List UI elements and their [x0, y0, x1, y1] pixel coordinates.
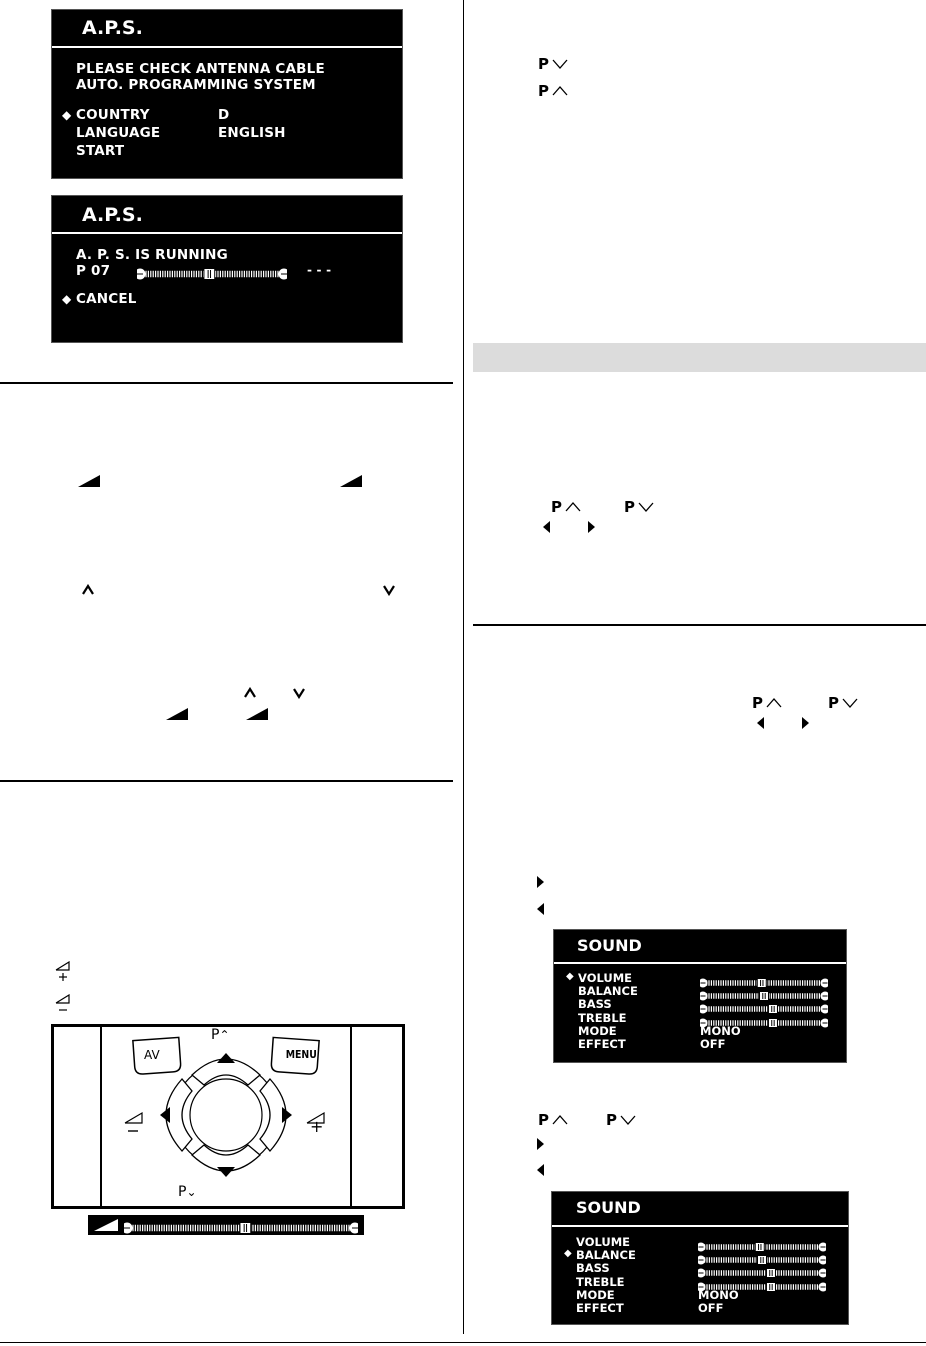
program-up-button[interactable] — [211, 1027, 230, 1043]
aps-running-screen — [51, 195, 403, 343]
program-down-button[interactable] — [178, 1184, 197, 1200]
sound-balance-slider — [698, 1250, 826, 1260]
page-bottom-rule — [0, 1342, 926, 1343]
left-arrow-icon — [537, 903, 545, 915]
program-up-symbol — [538, 82, 568, 100]
slider-knob — [204, 269, 215, 280]
sound-row-mode-label[interactable]: MODE — [576, 1287, 615, 1302]
program-down-icon — [293, 687, 305, 699]
sound-row-balance-label[interactable]: BALANCE — [578, 984, 638, 999]
sound-row-mode-value: MONO — [700, 1023, 741, 1038]
aps-tail-dashes: - - - — [307, 263, 332, 277]
aps-subtitle-line: AUTO. PROGRAMMING SYSTEM — [76, 77, 316, 93]
sound-row-balance-label[interactable]: BALANCE — [576, 1248, 636, 1263]
slider-knob — [768, 1018, 777, 1027]
chevron-down-icon — [638, 502, 654, 512]
chevron-up-icon — [766, 698, 782, 708]
selection-cursor-icon: ◆ — [62, 108, 72, 122]
p-label: P — [624, 498, 635, 516]
sound-bass-slider — [700, 999, 828, 1009]
sound-menu-title: SOUND — [576, 1198, 641, 1217]
chevron-up-icon — [552, 1115, 568, 1125]
aps-program-number: P 07 — [76, 263, 111, 279]
section-header-band — [473, 343, 926, 372]
left-arrow-icon — [537, 1164, 545, 1176]
right-arrow-icon — [802, 717, 810, 729]
sound-row-volume-label[interactable]: VOLUME — [578, 971, 633, 985]
sound-bass-slider — [698, 1263, 826, 1273]
left-arrow-icon — [543, 521, 551, 533]
program-up-icon — [82, 584, 94, 596]
sound-menu-screen — [551, 1191, 849, 1325]
aps-menu-screen — [51, 9, 403, 179]
slider-knob — [240, 1223, 251, 1234]
av-button[interactable]: AV — [144, 1048, 160, 1062]
chevron-down-icon: ⌄ — [186, 1185, 197, 1199]
chevron-down-icon — [552, 59, 568, 69]
volume-bar-osd — [88, 1215, 364, 1235]
sound-row-volume-label[interactable]: VOLUME — [576, 1235, 631, 1249]
slider-knob — [766, 1282, 775, 1291]
p-label: P — [606, 1111, 617, 1129]
sound-treble-slider — [698, 1277, 826, 1287]
sound-volume-slider — [700, 973, 828, 983]
chevron-up-icon — [552, 86, 568, 96]
p-label: P — [538, 55, 549, 73]
sound-row-treble-label[interactable]: TREBLE — [578, 1010, 627, 1025]
p-label: P — [551, 498, 562, 516]
section-divider — [0, 780, 453, 782]
chevron-down-icon — [842, 698, 858, 708]
sound-row-mode-value: MONO — [698, 1287, 739, 1302]
section-divider — [0, 382, 453, 384]
p-label: P — [538, 1111, 549, 1129]
chevron-down-icon — [620, 1115, 636, 1125]
column-divider — [463, 0, 464, 1334]
aps-running-title: A.P.S. — [82, 204, 143, 226]
aps-row-language-value: ENGLISH — [218, 125, 286, 141]
program-down-icon — [383, 584, 395, 596]
slider-track — [124, 1222, 358, 1234]
p-label: P — [538, 82, 549, 100]
aps-menu-title: A.P.S. — [82, 17, 143, 39]
sound-row-treble-label[interactable]: TREBLE — [576, 1274, 625, 1289]
chevron-up-icon: ⌃ — [219, 1028, 230, 1042]
remote-panel-left-strip — [100, 1027, 102, 1206]
right-arrow-icon — [537, 876, 545, 888]
volume-down-icon — [166, 708, 188, 720]
program-up-symbol — [551, 498, 581, 516]
volume-down-icon — [78, 475, 100, 487]
slider-track — [137, 268, 287, 280]
selection-cursor-icon: ◆ — [566, 971, 574, 982]
program-up-symbol — [538, 1111, 568, 1129]
selection-cursor-icon: ◆ — [564, 1248, 572, 1259]
sound-volume-slider — [698, 1237, 826, 1247]
volume-icon — [94, 1219, 118, 1231]
left-arrow-icon — [757, 717, 765, 729]
right-arrow-icon — [537, 1138, 545, 1150]
program-down-symbol — [538, 55, 568, 73]
program-up-label: P — [211, 1027, 220, 1043]
selection-cursor-icon: ◆ — [62, 292, 72, 306]
program-up-icon — [244, 687, 256, 699]
volume-plus-icon — [55, 961, 71, 983]
chevron-up-icon — [565, 502, 581, 512]
sound-menu-title: SOUND — [577, 936, 642, 955]
aps-running-status: A. P. S. IS RUNNING — [76, 247, 228, 263]
sound-balance-slider — [700, 986, 828, 996]
program-down-symbol — [606, 1111, 636, 1129]
right-arrow-icon — [588, 521, 596, 533]
aps-cancel-item[interactable]: CANCEL — [76, 291, 137, 307]
volume-plus-sign: + — [310, 1117, 324, 1136]
program-down-label: P — [178, 1184, 187, 1200]
p-label: P — [828, 694, 839, 712]
sound-row-bass-label[interactable]: BASS — [576, 1261, 610, 1276]
p-label: P — [752, 694, 763, 712]
sound-treble-slider — [700, 1013, 828, 1023]
sound-row-bass-label[interactable]: BASS — [578, 997, 612, 1012]
volume-minus-icon — [55, 994, 71, 1016]
search-progress-slider — [137, 265, 287, 277]
sound-row-mode-label[interactable]: MODE — [578, 1023, 617, 1038]
program-up-symbol — [752, 694, 782, 712]
program-down-symbol — [828, 694, 858, 712]
sound-menu-screen — [553, 929, 847, 1063]
sound-row-effect-value: OFF — [698, 1301, 724, 1315]
section-divider — [473, 624, 926, 626]
aps-row-country-value: D — [218, 107, 230, 123]
volume-up-icon — [340, 475, 362, 487]
menu-button[interactable]: MENU — [285, 1048, 317, 1061]
sound-row-effect-label[interactable]: EFFECT — [578, 1037, 626, 1051]
sound-row-effect-label[interactable]: EFFECT — [576, 1301, 624, 1315]
volume-up-icon — [246, 708, 268, 720]
aps-row-start-label[interactable]: START — [76, 143, 125, 159]
aps-warning-line: PLEASE CHECK ANTENNA CABLE — [76, 61, 325, 77]
program-down-symbol — [624, 498, 654, 516]
aps-row-language-label[interactable]: LANGUAGE — [76, 125, 161, 141]
volume-level-slider — [124, 1219, 358, 1231]
sound-row-effect-value: OFF — [700, 1037, 726, 1051]
aps-row-country-label[interactable]: COUNTRY — [76, 107, 150, 123]
